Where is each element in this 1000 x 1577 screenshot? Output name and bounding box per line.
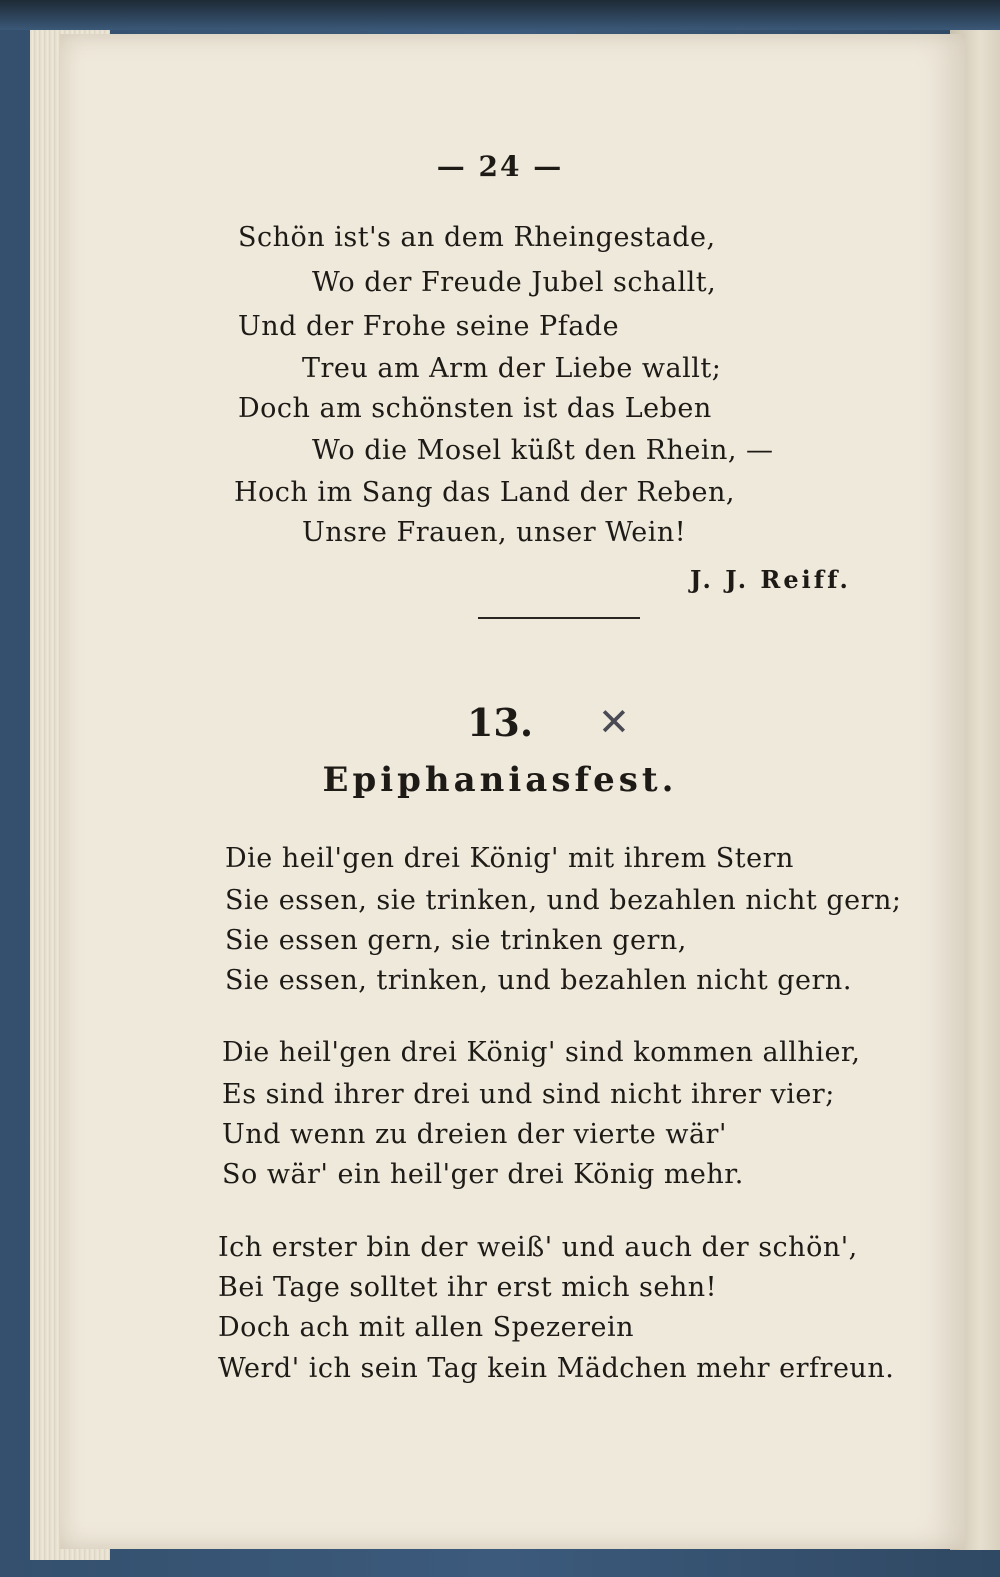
poem-line: Sie essen gern, sie trinken gern,: [225, 925, 687, 956]
poem-line: Wo die Mosel küßt den Rhein, —: [312, 435, 774, 466]
poem-line: Hoch im Sang das Land der Reben,: [234, 477, 735, 508]
poem-line: Werd' ich sein Tag kein Mädchen mehr erfreun.: [218, 1353, 895, 1384]
poem-line: Bei Tage solltet ihr erst mich sehn!: [218, 1272, 718, 1303]
poem-line: So wär' ein heil'ger drei König mehr.: [222, 1159, 744, 1190]
author-signature: J. J. Reiff.: [690, 565, 851, 594]
poem-line: Und wenn zu dreien der vierte wär': [222, 1119, 727, 1150]
poem-line: Und der Frohe seine Pfade: [238, 311, 620, 342]
poem-line: Wo der Freude Jubel schallt,: [312, 267, 717, 298]
poem-line: Es sind ihrer drei und sind nicht ihrer vier;: [222, 1079, 835, 1110]
poem-line: Sie essen, sie trinken, und bezahlen nicht gern;: [225, 885, 902, 916]
poem-title: Epiphaniasfest.: [322, 760, 678, 800]
poem-line: Die heil'gen drei König' mit ihrem Stern: [225, 843, 794, 874]
poem-line: Die heil'gen drei König' sind kommen allhier,: [222, 1037, 861, 1068]
poem-line: Doch ach mit allen Spezerein: [218, 1312, 635, 1343]
poem-line: Ich erster bin der weiß' und auch der schön',: [218, 1232, 858, 1263]
poem-line: Schön ist's an dem Rheingestade,: [238, 222, 716, 253]
poem-line: Doch am schönsten ist das Leben: [238, 393, 712, 424]
section-divider: [478, 617, 640, 619]
poem-number: 13.: [466, 700, 534, 745]
cover-top-edge: [0, 0, 1000, 30]
poem-line: Sie essen, trinken, und bezahlen nicht gern.: [225, 965, 852, 996]
poem-line: Unsre Frauen, unser Wein!: [302, 517, 687, 548]
page-number: — 24 —: [436, 150, 564, 183]
handwritten-mark: ✕: [598, 700, 630, 744]
poem-line: Treu am Arm der Liebe wallt;: [302, 353, 722, 384]
